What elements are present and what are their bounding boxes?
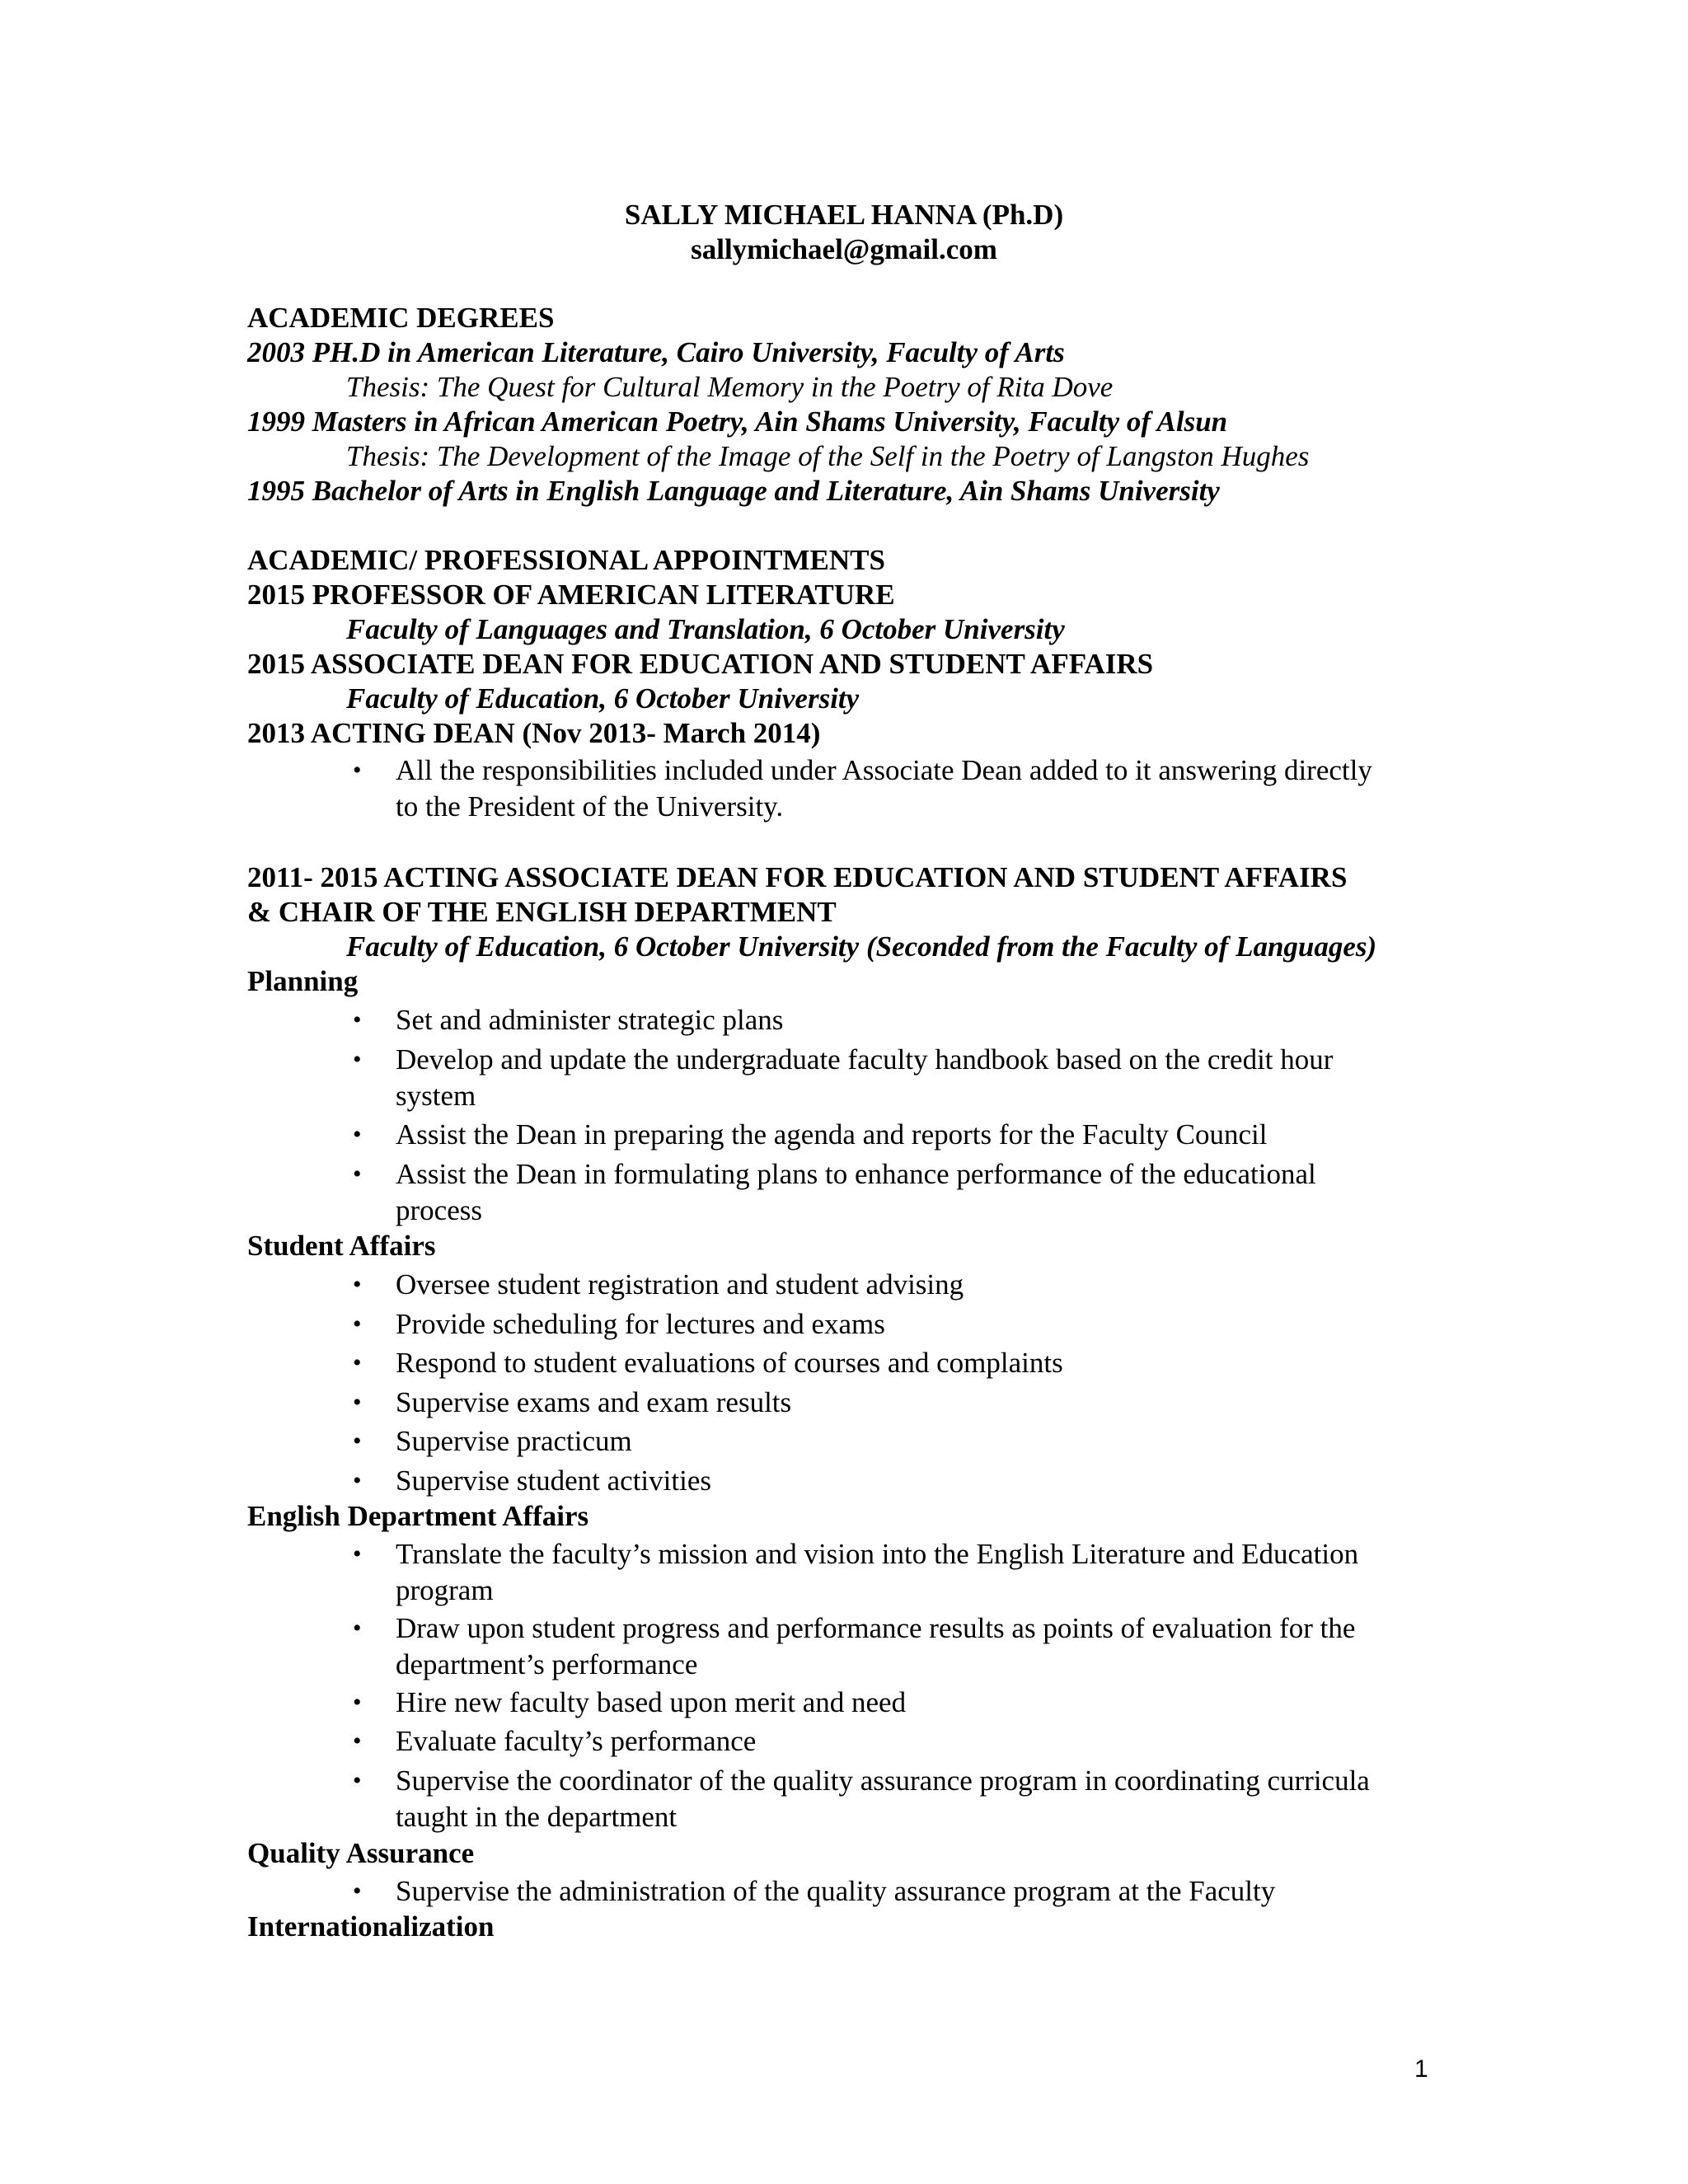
degree-masters-thesis: Thesis: The Development of the Image of the Self in the Poetry of Langston Hughes [346, 440, 1310, 472]
acting-dean-bullet-line2: to the President of the University. [396, 790, 784, 823]
bullet-marker: • [353, 1727, 362, 1755]
bullet-marker: • [353, 1121, 362, 1148]
student-affairs-item: Provide scheduling for lectures and exams [396, 1308, 885, 1340]
english-dept-item-2-line1: Draw upon student progress and performance results as points of evaluation for the [396, 1612, 1356, 1644]
english-dept-item-1-line1: Translate the faculty’s mission and vision into the English Literature and Education [396, 1538, 1359, 1570]
bullet-marker: • [353, 1689, 362, 1716]
planning-item-4-line2: process [396, 1194, 482, 1226]
bullet-marker: • [353, 1467, 362, 1494]
student-affairs-item: Respond to student evaluations of courses and complaints [396, 1347, 1063, 1379]
english-dept-item-4: Evaluate faculty’s performance [396, 1725, 757, 1757]
page-number: 1 [1414, 2055, 1428, 2083]
appointment-acting-assoc-place: Faculty of Education, 6 October University (Seconded from the Faculty of Languages) [346, 930, 1377, 963]
bullet-marker: • [353, 1615, 362, 1642]
english-dept-item-5-line2: taught in the department [396, 1801, 678, 1833]
bullet-marker: • [353, 1427, 362, 1455]
appointment-acting-dean-title: 2013 ACTING DEAN (Nov 2013- March 2014) [247, 717, 821, 749]
english-dept-item-1-line2: program [396, 1574, 494, 1606]
degree-masters: 1999 Masters in African American Poetry, Ain Shams University, Faculty of Alsun [247, 405, 1228, 438]
appointment-acting-assoc-title-line2: & CHAIR OF THE ENGLISH DEPARTMENT [247, 896, 837, 928]
student-affairs-item: Oversee student registration and student advising [396, 1268, 964, 1301]
subheading-student-affairs: Student Affairs [247, 1230, 436, 1262]
subheading-english-department: English Department Affairs [247, 1500, 589, 1532]
appointment-assoc-dean-title: 2015 ASSOCIATE DEAN FOR EDUCATION AND STUDENT AFFAIRS [247, 648, 1154, 680]
english-dept-item-5-line1: Supervise the coordinator of the quality assurance program in coordinating curricula [396, 1765, 1370, 1797]
quality-assurance-item-1: Supervise the administration of the quality assurance program at the Faculty [396, 1875, 1276, 1907]
planning-item-3: Assist the Dean in preparing the agenda and reports for the Faculty Council [396, 1118, 1268, 1151]
degree-phd-thesis: Thesis: The Quest for Cultural Memory in the Poetry of Rita Dove [346, 371, 1114, 403]
bullet-marker: • [353, 1046, 362, 1073]
section-heading-academic-degrees: ACADEMIC DEGREES [247, 302, 555, 334]
bullet-marker: • [353, 1006, 362, 1033]
bullet-marker: • [353, 1877, 362, 1905]
subheading-quality-assurance: Quality Assurance [247, 1837, 475, 1869]
author-email: sallymichael@gmail.com [691, 233, 997, 265]
bullet-marker: • [353, 1310, 362, 1338]
bullet-marker: • [353, 1160, 362, 1188]
appointment-professor-title: 2015 PROFESSOR OF AMERICAN LITERATURE [247, 579, 895, 611]
acting-dean-bullet-line1: All the responsibilities included under Associate Dean added to it answering directly [396, 754, 1372, 786]
planning-item-1: Set and administer strategic plans [396, 1004, 784, 1036]
bullet-marker: • [353, 1389, 362, 1416]
student-affairs-item: Supervise practicum [396, 1425, 632, 1457]
planning-item-2-line2: system [396, 1080, 476, 1112]
author-name: SALLY MICHAEL HANNA (Ph.D) [624, 199, 1064, 231]
bullet-marker: • [353, 1271, 362, 1298]
appointment-assoc-dean-place: Faculty of Education, 6 October University [346, 682, 860, 715]
english-dept-item-3: Hire new faculty based upon merit and need [396, 1686, 907, 1718]
appointment-professor-place: Faculty of Languages and Translation, 6 October University [346, 613, 1065, 645]
section-heading-appointments: ACADEMIC/ PROFESSIONAL APPOINTMENTS [247, 544, 885, 576]
bullet-marker: • [353, 757, 362, 784]
bullet-marker: • [353, 1540, 362, 1568]
student-affairs-item: Supervise student activities [396, 1465, 711, 1497]
bullet-marker: • [353, 1767, 362, 1794]
appointment-acting-assoc-title-line1: 2011- 2015 ACTING ASSOCIATE DEAN FOR EDUCATION AND STUDENT AFFAIRS [247, 861, 1348, 893]
subheading-planning: Planning [247, 965, 359, 997]
bullet-marker: • [353, 1349, 362, 1376]
degree-bachelor: 1995 Bachelor of Arts in English Language and Literature, Ain Shams University [247, 475, 1220, 507]
degree-phd: 2003 PH.D in American Literature, Cairo University, Faculty of Arts [247, 336, 1065, 368]
planning-item-4-line1: Assist the Dean in formulating plans to enhance performance of the educational [396, 1158, 1316, 1190]
english-dept-item-2-line2: department’s performance [396, 1648, 698, 1680]
student-affairs-item: Supervise exams and exam results [396, 1386, 792, 1418]
subheading-internationalization: Internationalization [247, 1910, 495, 1943]
planning-item-2-line1: Develop and update the undergraduate faculty handbook based on the credit hour [396, 1043, 1334, 1076]
